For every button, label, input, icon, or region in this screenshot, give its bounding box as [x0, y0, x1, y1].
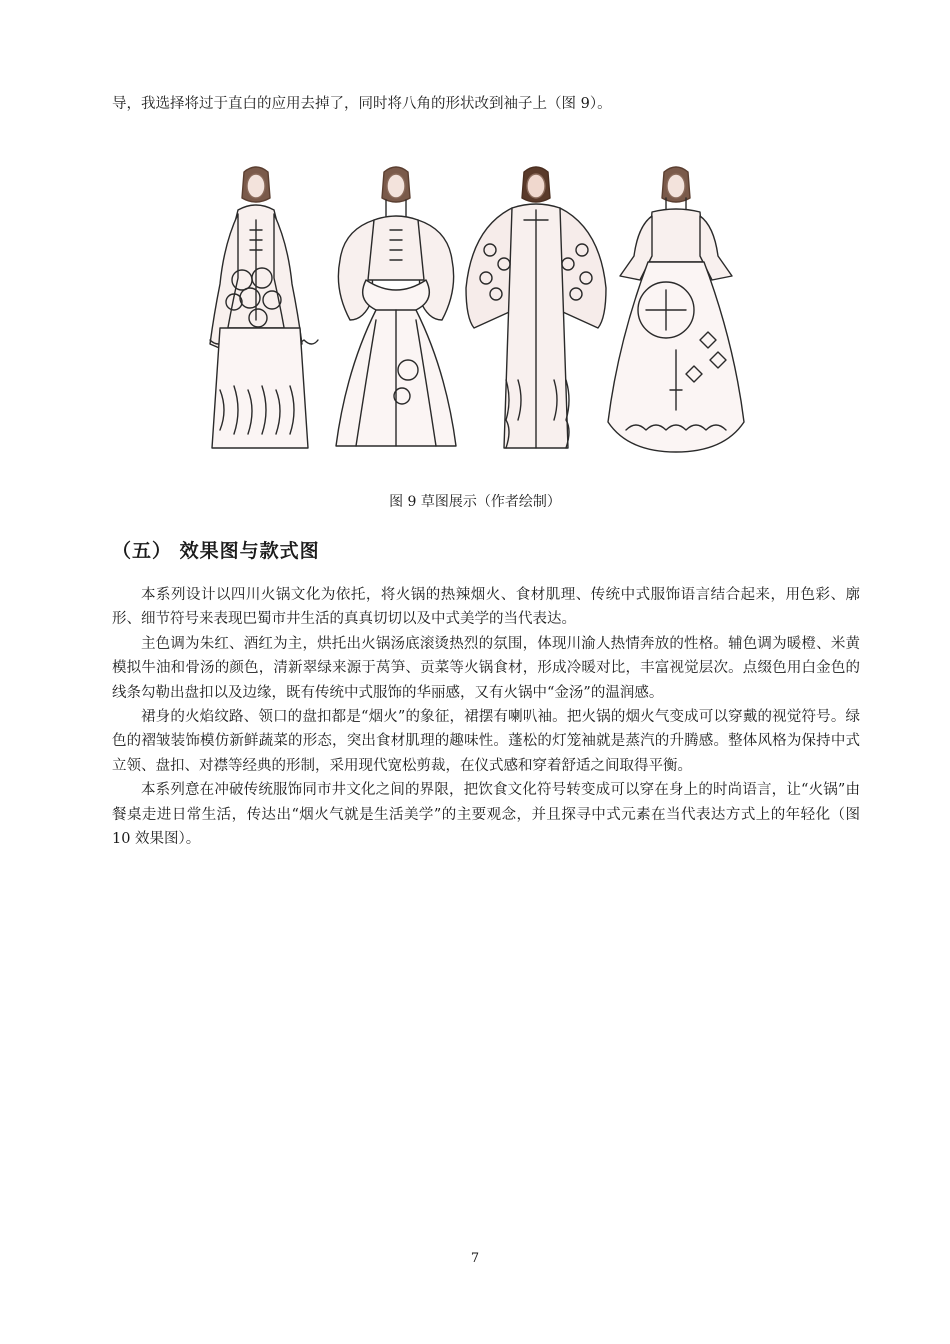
paragraph: 本系列意在冲破传统服饰同市井文化之间的界限，把饮食文化符号转变成可以穿在身上的时尚语言，让“火锅”由餐桌走进日常生活，传达出“烟火气就是生活美学”的主要观念，并且探寻中式元素在当代表达方式上的年轻化（图 10 效果图）。 [112, 782, 860, 848]
fashion-sketch-4 [608, 167, 744, 452]
paragraph: 主色调为朱红、酒红为主，烘托出火锅汤底滚烫热烈的氛围，体现川渝人热情奔放的性格。辅色调为暖橙、米黄模拟牛油和骨汤的颜色，清新翠绿来源于莴笋、贡菜等火锅食材，形成冷暖对比，丰富视觉层次。点缀色用白金色的线条勾勒出盘扣以及边缘，既有传统中式服饰的华丽感，又有火锅中“金汤”的温润感。 [112, 635, 860, 701]
page-number: 7 [470, 1251, 480, 1266]
figure-caption: 图 9 草图展示（作者绘制） [389, 494, 561, 510]
section-body [112, 583, 860, 851]
continued-paragraph-line: 导，我选择将过于直白的应用去掉了，同时将八角的形状改到袖子上（图 9）。 [112, 96, 612, 112]
fashion-sketch-1 [210, 167, 318, 448]
section-heading: （五） 效果图与款式图 [112, 540, 320, 562]
paragraph: 本系列设计以四川火锅文化为依托，将火锅的热辣烟火、食材肌理、传统中式服饰语言结合起来，用色彩、廓形、细节符号来表现巴蜀市井生活的真真切切以及中式美学的当代表达。 [112, 587, 860, 628]
paragraph: 裙身的火焰纹路、领口的盘扣都是“烟火”的象征，裙摆有喇叭袖。把火锅的烟火气变成可以穿戴的视觉符号。绿色的褶皱装饰模仿新鲜蔬菜的形态，突出食材肌理的趣味性。蓬松的灯笼袖就是蒸汽的升腾感。整体风格为保持中式立领、盘扣、对襟等经典的形制，采用现代宽松剪裁，在仪式感和穿着舒适之间取得平衡。 [112, 709, 860, 774]
fashion-sketch-3 [466, 167, 606, 448]
fashion-sketch-2 [336, 167, 456, 446]
sketch-figure [186, 160, 756, 472]
